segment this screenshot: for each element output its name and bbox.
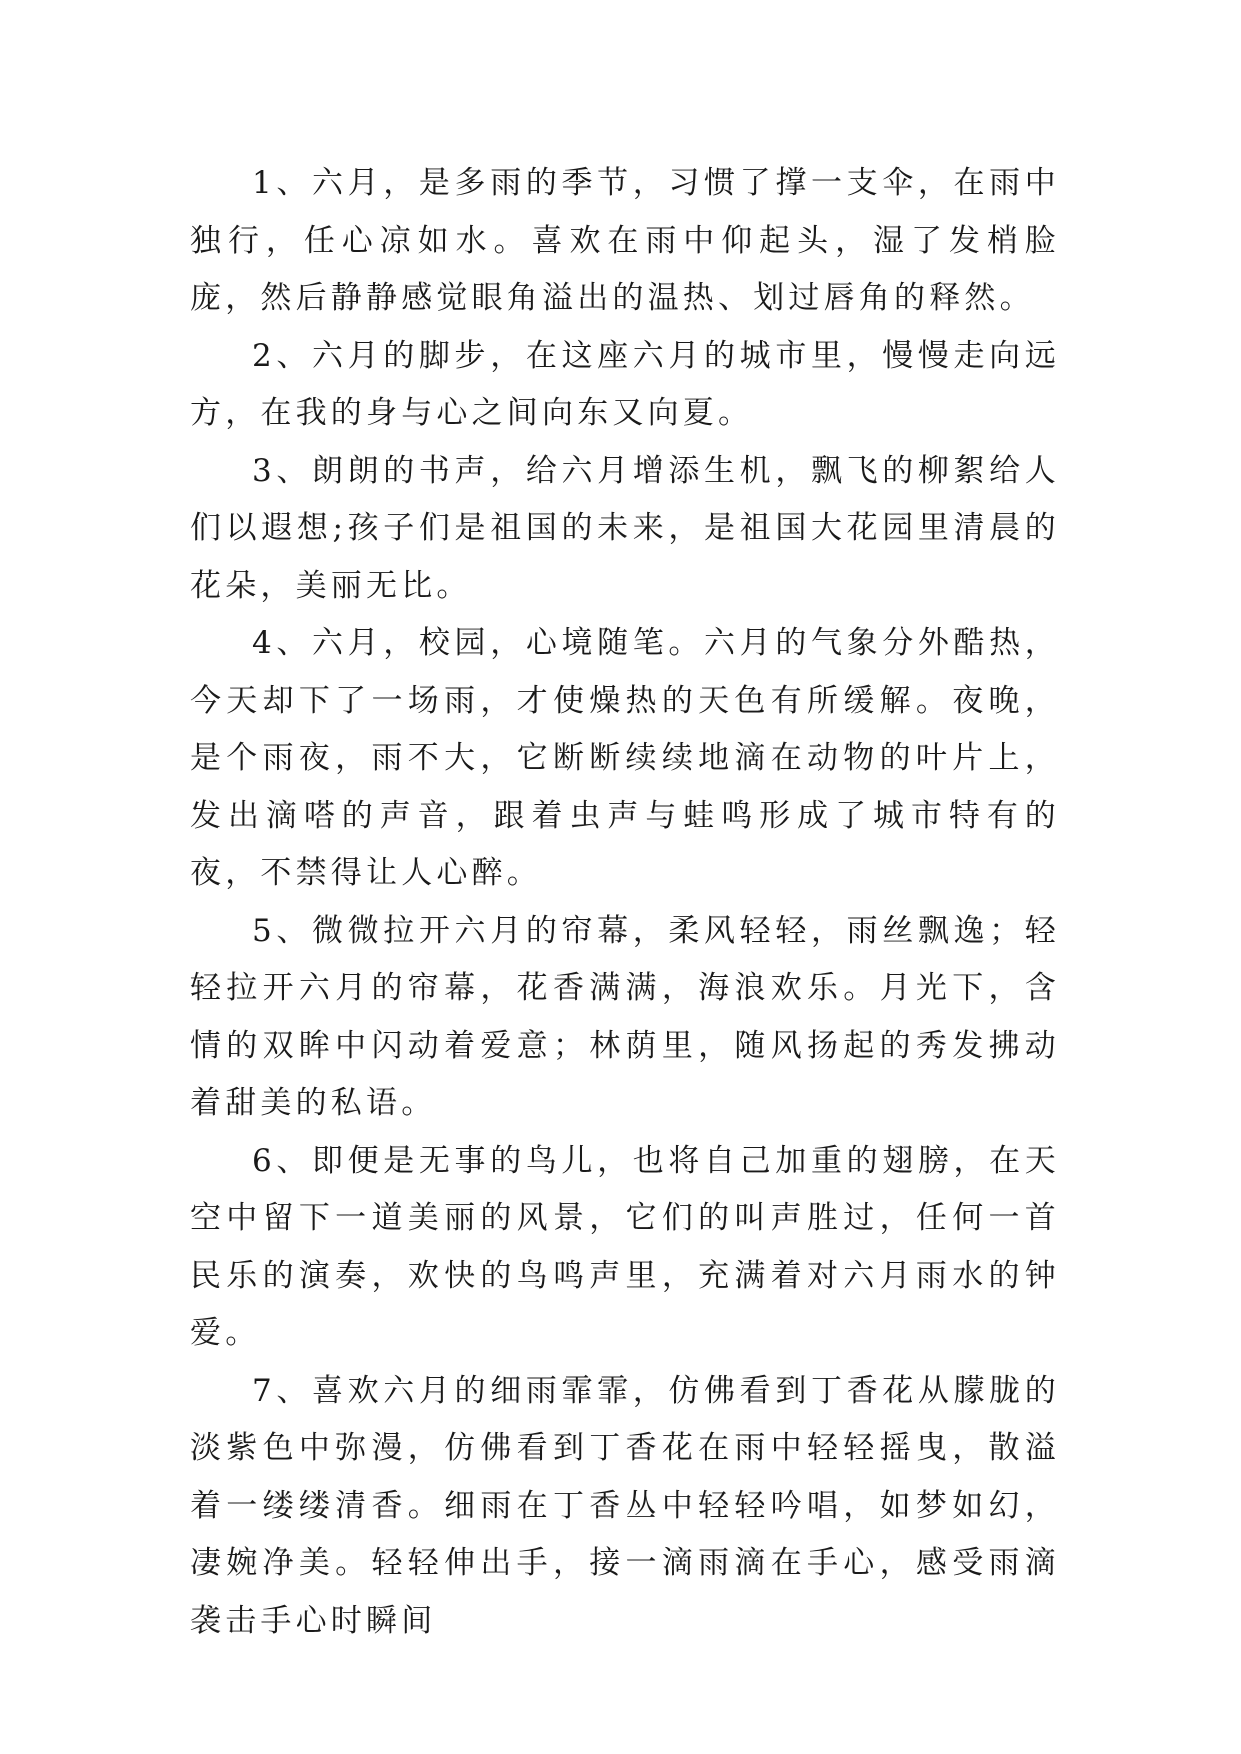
paragraph-6: 6、即便是无事的鸟儿，也将自己加重的翅膀，在天空中留下一道美丽的风景，它们的叫声胜过，任何一首民乐的演奏，欢快的鸟鸣声里，充满着对六月雨水的钟爱。 [190,1142,1060,1351]
paragraph-5: 5、微微拉开六月的帘幕，柔风轻轻，雨丝飘逸；轻轻拉开六月的帘幕，花香满满，海浪欢乐。月光下，含情的双眸中闪动着爱意；林荫里，随风扬起的秀发拂动着甜美的私语。 [190,912,1060,1121]
document-body [190,155,1060,1650]
paragraph-3: 3、朗朗的书声，给六月增添生机，飘飞的柳絮给人们以遐想;孩子们是祖国的未来，是祖国大花园里清晨的花朵，美丽无比。 [190,452,1060,604]
paragraph-2: 2、六月的脚步，在这座六月的城市里，慢慢走向远方，在我的身与心之间向东又向夏。 [190,337,1060,431]
paragraph-1: 1、六月，是多雨的季节，习惯了撑一支伞，在雨中独行，任心凉如水。喜欢在雨中仰起头，湿了发梢脸庞，然后静静感觉眼角溢出的温热、划过唇角的释然。 [190,165,1060,316]
paragraph-4: 4、六月，校园，心境随笔。六月的气象分外酷热，今天却下了一场雨，才使燥热的天色有所缓解。夜晚，是个雨夜，雨不大，它断断续续地滴在动物的叶片上，发出滴嗒的声音，跟着虫声与蛙鸣形成了城市特有的夜，不禁得让人心醉。 [190,625,1060,891]
paragraph-7: 7、喜欢六月的细雨霏霏，仿佛看到丁香花从朦胧的淡紫色中弥漫，仿佛看到丁香花在雨中轻轻摇曳，散溢着一缕缕清香。细雨在丁香丛中轻轻吟唱，如梦如幻，凄婉净美。轻轻伸出手，接一滴雨滴在手心，感受雨滴袭击手心时瞬间 [190,1372,1060,1639]
